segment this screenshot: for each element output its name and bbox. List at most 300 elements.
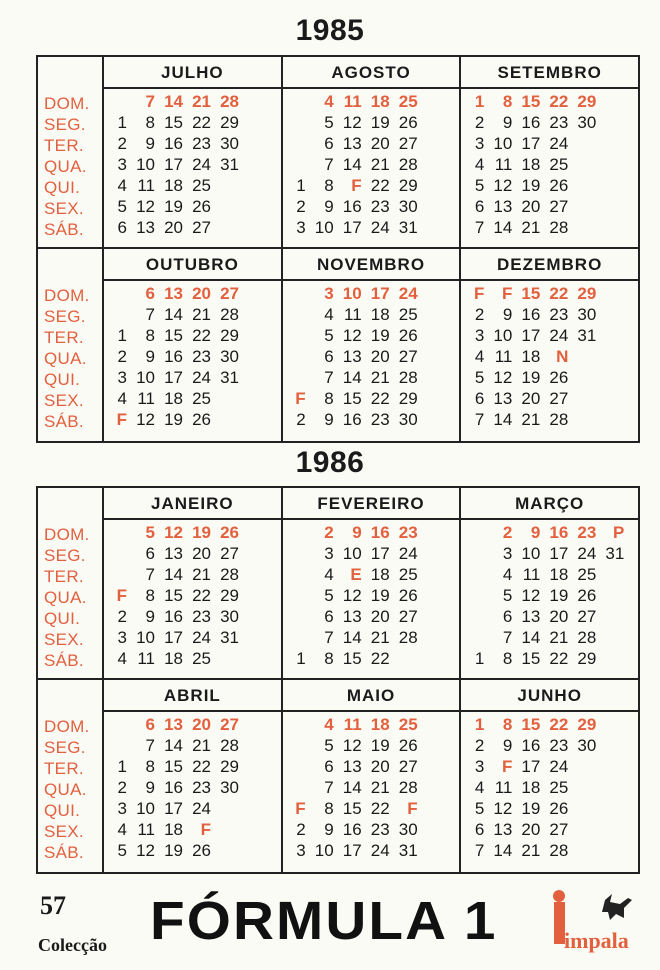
- day-cell: 27: [220, 284, 239, 303]
- day-cell: 19: [521, 176, 541, 195]
- day-cell: [112, 735, 130, 756]
- day-cell: 18: [164, 389, 183, 408]
- weekday-labels: [38, 680, 104, 872]
- day-cell: [571, 133, 599, 154]
- day-cell: 14: [493, 410, 513, 429]
- day-cell: 31: [577, 326, 597, 345]
- day-cell: 15: [342, 649, 362, 668]
- day-cell: 28: [220, 736, 239, 755]
- day-cell: 6: [502, 607, 513, 626]
- day-cell: N: [556, 347, 569, 366]
- day-cell: 21: [192, 92, 211, 111]
- week-line: [104, 522, 281, 543]
- day-cell: 31: [220, 155, 239, 174]
- week-line: [283, 217, 460, 238]
- day-cell: [291, 735, 309, 756]
- day-cell: [571, 840, 599, 861]
- day-cell: 17: [521, 326, 541, 345]
- day-cell: 17: [164, 368, 183, 387]
- month-name: NOVEMBRO: [283, 249, 460, 281]
- day-cell: 7: [145, 736, 155, 755]
- week-line: [461, 409, 638, 430]
- month-block: [104, 680, 283, 872]
- day-cell: 19: [164, 841, 183, 860]
- month-block: [104, 57, 283, 247]
- day-cell: 5: [117, 841, 127, 860]
- day-cell: 12: [136, 197, 155, 216]
- day-cell: 13: [164, 284, 183, 303]
- day-cell: 10: [314, 218, 334, 237]
- collection-label: Colecção: [38, 935, 107, 955]
- day-cell: P: [613, 523, 625, 542]
- day-cell: 31: [605, 544, 625, 563]
- week-line: [104, 367, 281, 388]
- week-line: [104, 304, 281, 325]
- week-line: [104, 133, 281, 154]
- day-cell: 14: [342, 628, 362, 647]
- day-cell: 9: [502, 736, 513, 755]
- day-cell: 15: [521, 284, 541, 303]
- collection-number: 57: [40, 891, 66, 920]
- day-cell: 25: [398, 305, 418, 324]
- day-cell: 19: [370, 736, 390, 755]
- day-cell: 4: [117, 820, 127, 839]
- day-cell: 21: [370, 628, 390, 647]
- day-cell: 24: [192, 155, 211, 174]
- day-cell: 31: [398, 218, 418, 237]
- day-cell: 23: [549, 113, 569, 132]
- month-name: JANEIRO: [104, 488, 281, 520]
- day-cell: 29: [220, 326, 239, 345]
- day-cell: 11: [494, 155, 513, 174]
- week-line: [104, 798, 281, 819]
- day-cell: 9: [145, 134, 155, 153]
- day-cell: F: [116, 410, 127, 429]
- day-cell: 22: [192, 757, 211, 776]
- day-cell: 27: [398, 134, 418, 153]
- day-cell: 4: [324, 92, 334, 111]
- day-cell: 31: [220, 628, 239, 647]
- day-cell: 30: [577, 736, 597, 755]
- day-cell: 29: [398, 389, 418, 408]
- day-cell: 9: [502, 113, 513, 132]
- week-line: [461, 543, 638, 564]
- week-line: [104, 409, 281, 430]
- weekday-labels: [38, 57, 104, 247]
- day-cell: 7: [324, 155, 334, 174]
- day-cell: 9: [352, 523, 362, 542]
- weekday-label: SÁB.: [44, 843, 84, 862]
- day-cell: [214, 196, 242, 217]
- day-cell: 14: [493, 218, 513, 237]
- day-cell: 8: [324, 389, 334, 408]
- calendar-row: [38, 488, 638, 680]
- day-cell: [214, 409, 242, 430]
- day-cell: 27: [398, 347, 418, 366]
- day-cell: 2: [474, 113, 485, 132]
- day-cell: 14: [493, 841, 513, 860]
- day-cell: [214, 798, 242, 819]
- day-cell: 31: [398, 841, 418, 860]
- day-cell: 7: [324, 778, 334, 797]
- day-cell: 1: [474, 715, 485, 734]
- day-cell: 31: [220, 368, 239, 387]
- week-line: [283, 648, 460, 669]
- day-cell: 23: [549, 305, 569, 324]
- week-line: [283, 522, 460, 543]
- day-cell: 24: [370, 841, 390, 860]
- day-cell: F: [351, 176, 362, 195]
- day-cell: [291, 585, 309, 606]
- day-cell: 11: [494, 347, 513, 366]
- week-line: [283, 543, 460, 564]
- day-cell: 19: [370, 113, 390, 132]
- formula-1-title: FÓRMULA 1: [150, 891, 498, 951]
- day-cell: 11: [522, 565, 541, 584]
- day-cell: 17: [549, 544, 569, 563]
- day-cell: 16: [521, 113, 541, 132]
- day-cell: 3: [324, 544, 334, 563]
- month-name: OUTUBRO: [104, 249, 281, 281]
- week-line: [461, 819, 638, 840]
- weekday-label: TER.: [44, 567, 84, 586]
- day-cell: [469, 585, 487, 606]
- day-cell: 10: [136, 628, 155, 647]
- day-cell: 5: [474, 176, 485, 195]
- day-cell: [291, 304, 309, 325]
- day-cell: [291, 714, 309, 735]
- day-cell: 28: [549, 841, 569, 860]
- day-cell: 7: [474, 841, 485, 860]
- week-line: [461, 304, 638, 325]
- day-cell: [214, 175, 242, 196]
- day-cell: 13: [493, 197, 513, 216]
- day-cell: 4: [324, 565, 334, 584]
- day-cell: 15: [521, 649, 541, 668]
- day-cell: 19: [164, 410, 183, 429]
- month-block: [283, 57, 462, 247]
- week-line: [104, 819, 281, 840]
- day-cell: 1: [474, 92, 485, 111]
- day-cell: [291, 154, 309, 175]
- day-cell: 26: [192, 197, 211, 216]
- day-cell: 27: [220, 715, 239, 734]
- day-cell: 11: [137, 649, 155, 668]
- month-block: [283, 249, 462, 441]
- day-cell: 26: [398, 113, 418, 132]
- day-cell: [291, 367, 309, 388]
- day-cell: 20: [370, 347, 390, 366]
- day-cell: [571, 346, 599, 367]
- week-line: [461, 606, 638, 627]
- day-cell: 29: [220, 113, 239, 132]
- day-cell: 15: [164, 586, 183, 605]
- week-line: [104, 283, 281, 304]
- day-cell: 26: [398, 736, 418, 755]
- day-cell: 8: [145, 586, 155, 605]
- day-cell: 20: [521, 197, 541, 216]
- weekday-label: QUA.: [44, 349, 87, 368]
- day-cell: 26: [398, 586, 418, 605]
- day-cell: [291, 606, 309, 627]
- week-line: [104, 543, 281, 564]
- day-cell: 23: [398, 523, 418, 542]
- day-cell: 7: [474, 410, 485, 429]
- month-block: [461, 249, 638, 441]
- day-cell: 30: [398, 197, 418, 216]
- day-cell: 17: [164, 155, 183, 174]
- week-line: [283, 367, 460, 388]
- week-line: [461, 756, 638, 777]
- day-cell: 18: [370, 565, 390, 584]
- day-cell: [291, 627, 309, 648]
- week-line: [461, 798, 638, 819]
- month-name: AGOSTO: [283, 57, 460, 89]
- day-cell: [469, 606, 487, 627]
- day-cell: 3: [296, 218, 306, 237]
- week-line: [283, 112, 460, 133]
- day-cell: 12: [493, 176, 513, 195]
- day-cell: 21: [549, 628, 569, 647]
- day-cell: 23: [370, 410, 390, 429]
- day-cell: [571, 175, 599, 196]
- day-cell: [393, 648, 421, 669]
- day-cell: 2: [296, 197, 306, 216]
- week-line: [283, 798, 460, 819]
- day-cell: 27: [577, 607, 597, 626]
- day-cell: 23: [192, 347, 211, 366]
- day-cell: 10: [136, 799, 155, 818]
- day-cell: 7: [474, 218, 485, 237]
- week-line: [104, 217, 281, 238]
- day-cell: 14: [164, 92, 183, 111]
- day-cell: 22: [549, 715, 569, 734]
- day-cell: 2: [474, 736, 485, 755]
- day-cell: F: [501, 757, 513, 776]
- week-line: [461, 325, 638, 346]
- weekday-labels: [38, 249, 104, 441]
- weekday-label: DOM.: [44, 717, 90, 736]
- day-cell: 19: [370, 326, 390, 345]
- day-cell: 12: [342, 586, 362, 605]
- day-cell: 21: [370, 368, 390, 387]
- day-cell: 28: [398, 155, 418, 174]
- week-line: [461, 367, 638, 388]
- month-block: [461, 488, 638, 678]
- day-cell: 7: [145, 92, 155, 111]
- day-cell: 12: [493, 799, 513, 818]
- week-line: [283, 175, 460, 196]
- day-cell: 14: [342, 155, 362, 174]
- day-cell: 12: [164, 523, 183, 542]
- day-cell: 5: [324, 326, 334, 345]
- day-cell: 21: [192, 565, 211, 584]
- day-cell: 12: [493, 368, 513, 387]
- day-cell: 27: [549, 197, 569, 216]
- day-cell: 19: [370, 586, 390, 605]
- weekday-label: TER.: [44, 759, 84, 778]
- month-block: [283, 488, 462, 678]
- week-line: [283, 819, 460, 840]
- week-line: [461, 564, 638, 585]
- week-line: [104, 714, 281, 735]
- day-cell: 10: [342, 544, 362, 563]
- day-cell: 5: [324, 736, 334, 755]
- weekday-label: SEX.: [44, 822, 84, 841]
- week-line: [283, 777, 460, 798]
- weekday-label: TER.: [44, 328, 84, 347]
- impala-antelope-icon: [602, 894, 632, 920]
- day-cell: [214, 388, 242, 409]
- day-cell: [291, 283, 309, 304]
- day-cell: 5: [117, 197, 127, 216]
- day-cell: 16: [342, 197, 362, 216]
- weekday-label: QUI.: [44, 178, 81, 197]
- month-block: [461, 57, 638, 247]
- day-cell: 1: [117, 326, 127, 345]
- day-cell: 23: [549, 736, 569, 755]
- day-cell: 15: [342, 799, 362, 818]
- day-cell: 23: [370, 197, 390, 216]
- week-line: [283, 606, 460, 627]
- week-line: [104, 175, 281, 196]
- day-cell: 8: [324, 799, 334, 818]
- day-cell: 21: [521, 841, 541, 860]
- day-cell: 26: [549, 176, 569, 195]
- day-cell: [599, 564, 627, 585]
- month-name: MAIO: [283, 680, 460, 712]
- weekday-label: SÁB.: [44, 651, 84, 670]
- day-cell: 25: [549, 778, 569, 797]
- day-cell: 22: [549, 649, 569, 668]
- day-cell: 13: [164, 715, 183, 734]
- weekday-label: TER.: [44, 136, 84, 155]
- day-cell: [214, 217, 242, 238]
- day-cell: F: [407, 799, 418, 818]
- week-line: [104, 112, 281, 133]
- day-cell: 22: [192, 113, 211, 132]
- calendar-row: [38, 249, 638, 441]
- weekday-label: SÁB.: [44, 412, 84, 431]
- day-cell: 23: [192, 607, 211, 626]
- calendar-grid-1985: [36, 55, 640, 443]
- day-cell: 13: [164, 544, 183, 563]
- day-cell: 3: [474, 134, 485, 153]
- day-cell: 4: [117, 649, 127, 668]
- day-cell: 1: [117, 757, 127, 776]
- day-cell: 8: [324, 176, 334, 195]
- day-cell: 10: [521, 544, 541, 563]
- day-cell: 12: [136, 410, 155, 429]
- day-cell: 13: [521, 607, 541, 626]
- day-cell: 14: [342, 778, 362, 797]
- week-line: [283, 154, 460, 175]
- week-line: [104, 388, 281, 409]
- day-cell: 13: [342, 757, 362, 776]
- year-1986: 1986: [295, 446, 365, 479]
- day-cell: 5: [502, 586, 513, 605]
- day-cell: 12: [342, 326, 362, 345]
- day-cell: 2: [117, 134, 127, 153]
- day-cell: 13: [342, 607, 362, 626]
- day-cell: 23: [192, 134, 211, 153]
- year-1985: 1985: [295, 14, 365, 47]
- day-cell: 4: [324, 305, 334, 324]
- day-cell: [112, 714, 130, 735]
- week-line: [283, 304, 460, 325]
- day-cell: 28: [398, 628, 418, 647]
- day-cell: 5: [474, 368, 485, 387]
- day-cell: 20: [192, 544, 211, 563]
- day-cell: 26: [220, 523, 239, 542]
- day-cell: 26: [398, 326, 418, 345]
- week-line: [283, 346, 460, 367]
- week-line: [104, 196, 281, 217]
- week-line: [461, 154, 638, 175]
- day-cell: [571, 819, 599, 840]
- day-cell: 11: [343, 92, 362, 111]
- week-line: [283, 756, 460, 777]
- day-cell: 6: [145, 284, 155, 303]
- day-cell: 21: [192, 305, 211, 324]
- day-cell: 10: [493, 326, 513, 345]
- week-line: [104, 154, 281, 175]
- day-cell: 10: [314, 841, 334, 860]
- day-cell: [112, 283, 130, 304]
- day-cell: F: [200, 820, 211, 839]
- day-cell: F: [295, 389, 306, 408]
- month-name: SETEMBRO: [461, 57, 638, 89]
- day-cell: 15: [164, 326, 183, 345]
- day-cell: 13: [342, 347, 362, 366]
- day-cell: 20: [370, 757, 390, 776]
- day-cell: 20: [370, 607, 390, 626]
- day-cell: 7: [145, 565, 155, 584]
- day-cell: 27: [549, 389, 569, 408]
- week-line: [283, 283, 460, 304]
- day-cell: 25: [577, 565, 597, 584]
- day-cell: 28: [549, 410, 569, 429]
- day-cell: [571, 367, 599, 388]
- day-cell: 28: [549, 218, 569, 237]
- day-cell: 12: [136, 841, 155, 860]
- day-cell: 20: [521, 389, 541, 408]
- day-cell: 21: [370, 778, 390, 797]
- week-line: [104, 346, 281, 367]
- day-cell: 2: [117, 347, 127, 366]
- day-cell: 2: [117, 607, 127, 626]
- day-cell: 18: [370, 92, 390, 111]
- day-cell: 24: [192, 368, 211, 387]
- day-cell: 17: [164, 799, 183, 818]
- day-cell: 14: [342, 368, 362, 387]
- day-cell: 16: [164, 134, 183, 153]
- day-cell: [112, 91, 130, 112]
- day-cell: 2: [474, 305, 485, 324]
- day-cell: 20: [370, 134, 390, 153]
- day-cell: 5: [324, 113, 334, 132]
- day-cell: 22: [370, 389, 390, 408]
- day-cell: 6: [117, 218, 127, 237]
- day-cell: 11: [494, 778, 513, 797]
- day-cell: 4: [474, 155, 485, 174]
- day-cell: 24: [398, 284, 418, 303]
- week-line: [461, 840, 638, 861]
- day-cell: 6: [474, 820, 485, 839]
- day-cell: 14: [164, 305, 183, 324]
- day-cell: [291, 346, 309, 367]
- day-cell: 24: [192, 799, 211, 818]
